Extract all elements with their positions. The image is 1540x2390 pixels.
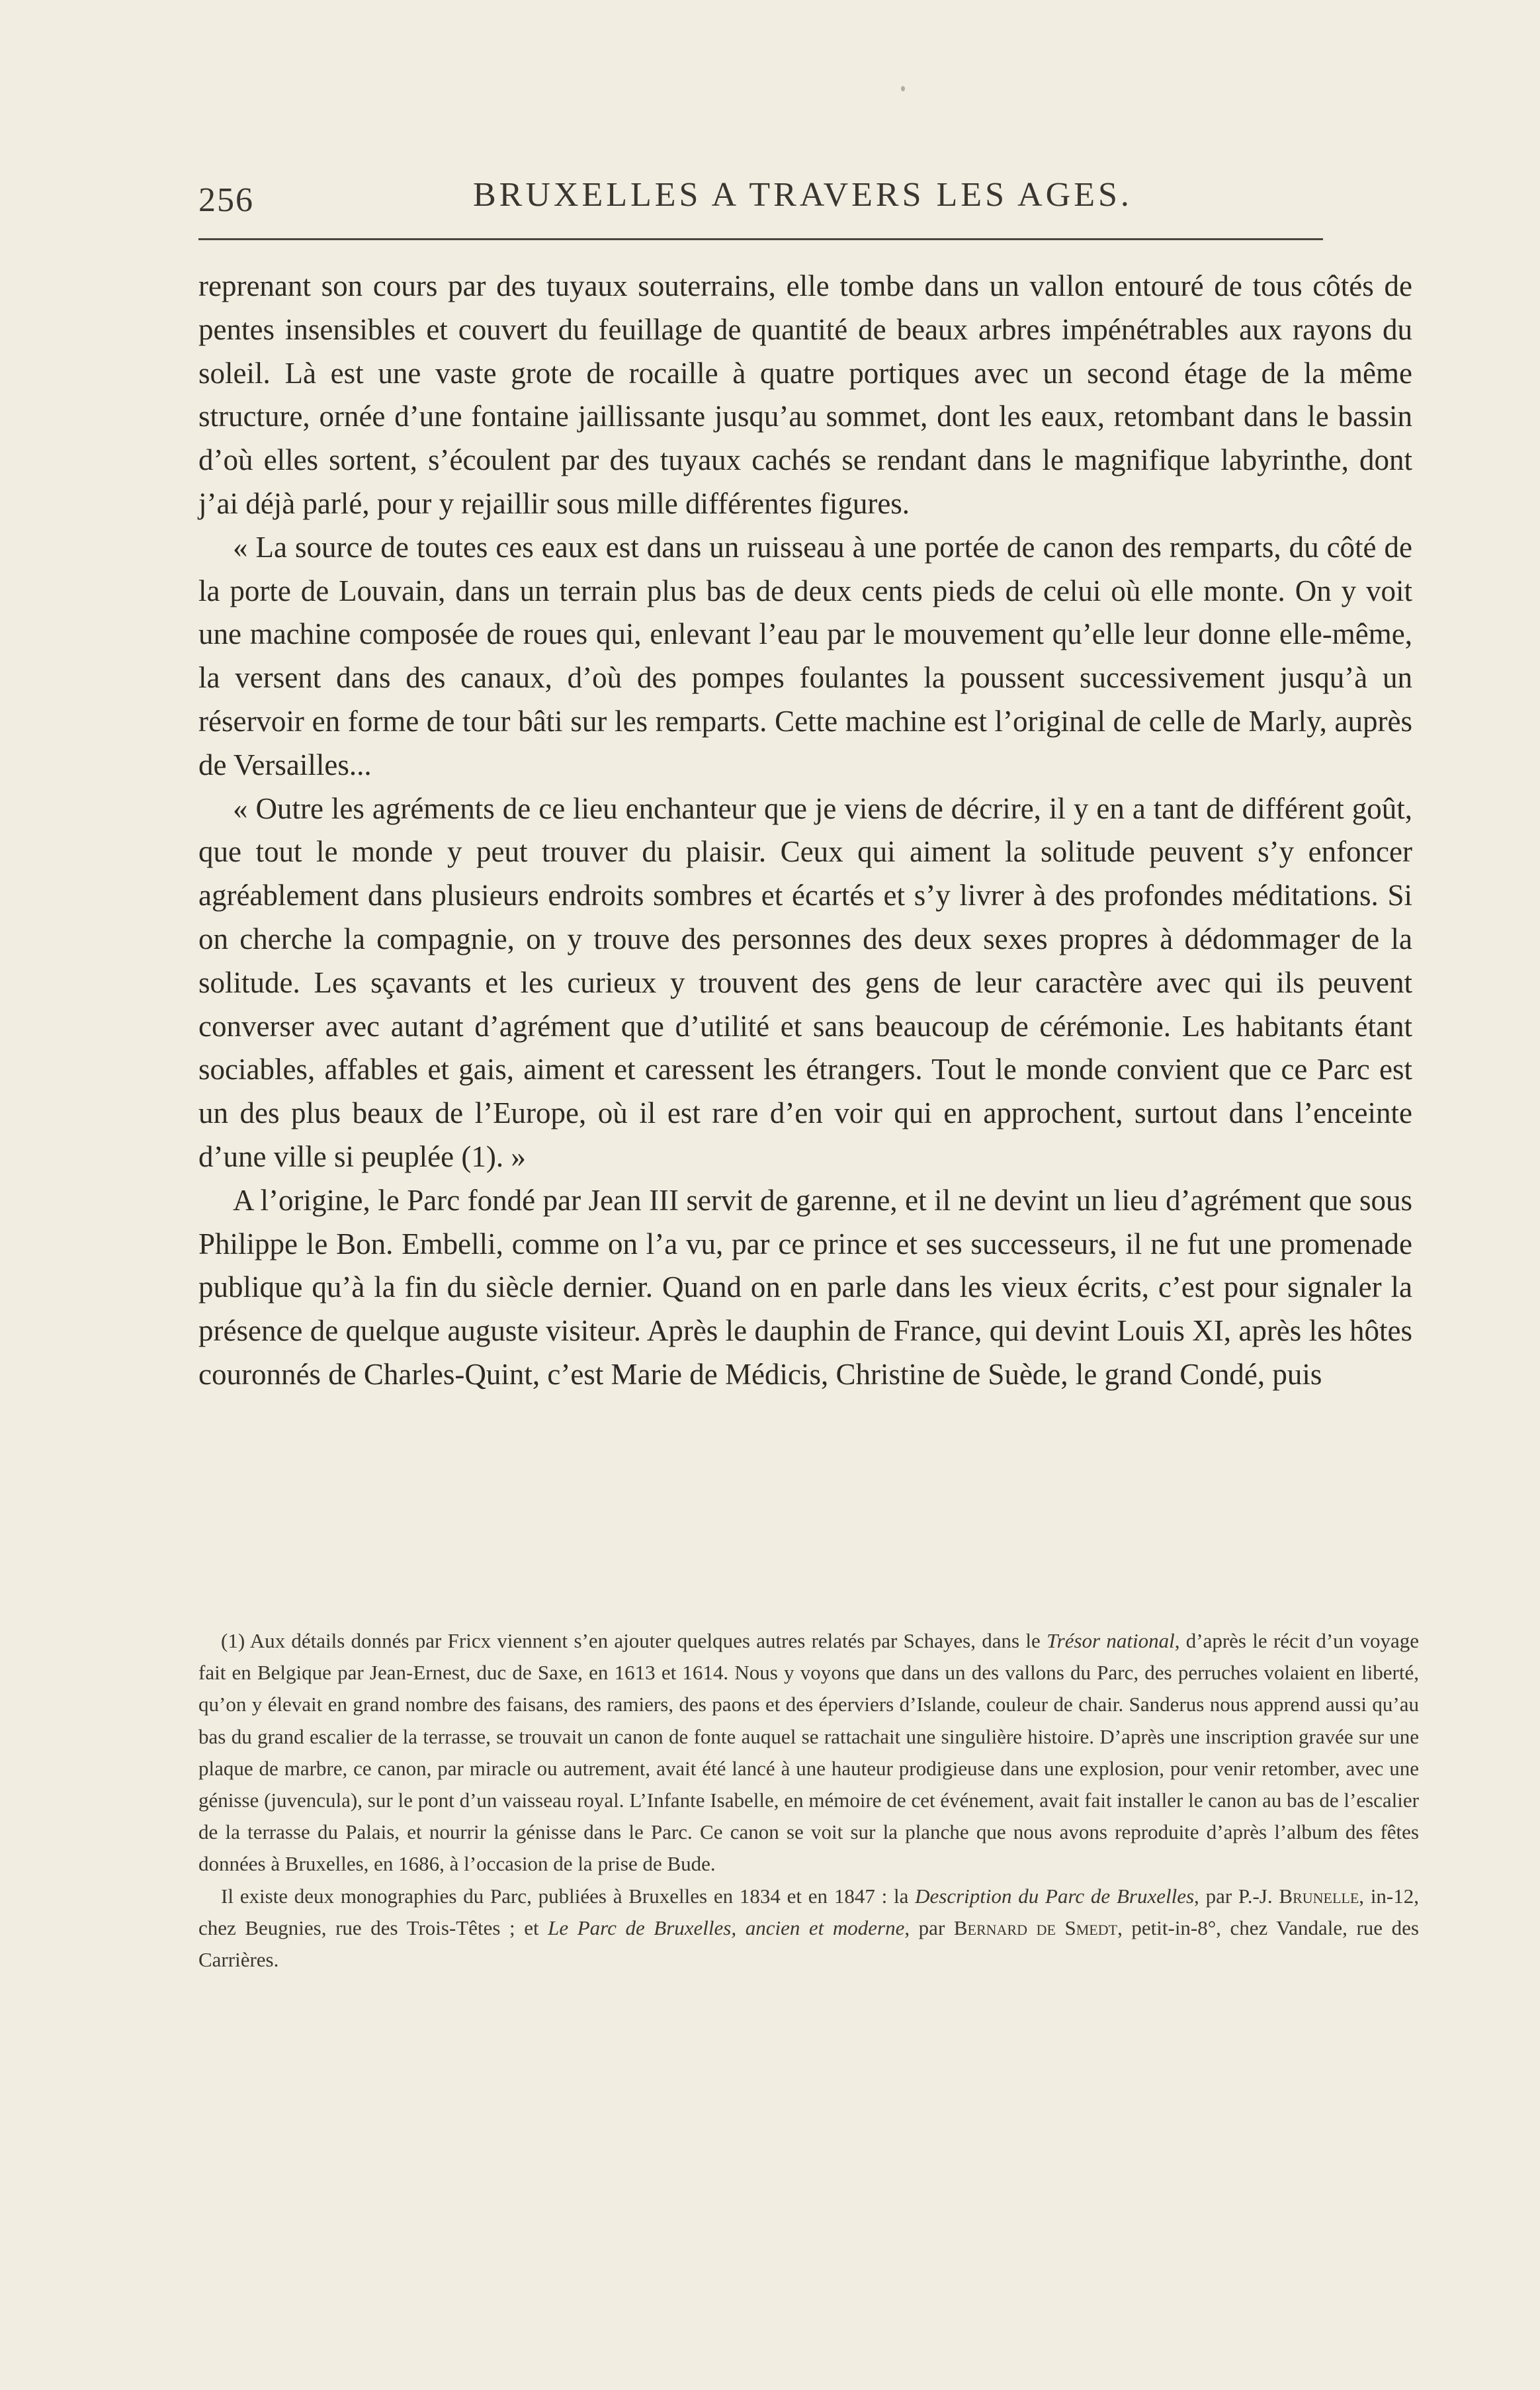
header-rule (198, 238, 1323, 240)
paragraph: A l’origine, le Parc fondé par Jean III servit de garenne, et il ne devint un lieu d’agrément que sous Philippe le Bon. Embelli, comme on l’a vu, par ce prince et ses successeurs, il ne fut une promenade publique qu’à la fin du siècle dernier. Quand on en parle dans les vieux écrits, c’est pour signaler la présence de quelque auguste visiteur. Après le dauphin de France, qui devint Louis XI, après les hôtes couronnés de Charles-Quint, c’est Marie de Médicis, Christine de Suède, le grand Condé, puis (198, 1183, 1412, 1391)
paragraph: « Outre les agréments de ce lieu enchanteur que je viens de décrire, il y en a tant de différent goût, que tout le monde y peut trouver du plaisir. Ceux qui aiment la solitude peuvent s’y enfoncer agréablement dans plusieurs endroits sombres et écartés et s’y livrer à des profondes méditations. Si on cherche la compagnie, on y trouve des personnes des deux sexes propres à dédommager de la solitude. Les sçavants et les curieux y trouvent des gens de leur caractère avec qui ils peuvent converser avec autant d’agrément que d’utilité et sans beaucoup de cérémonie. Les habitants étant sociables, affables et gais, aiment et caressent les étrangers. Tout le monde convient que ce Parc est un des plus beaux de l’Europe, où il est rare d’en voir qui en approchent, surtout dans l’enceinte d’une ville si peuplée (1). » (198, 791, 1412, 1173)
paragraph: reprenant son cours par des tuyaux souterrains, elle tombe dans un vallon entouré de tous côtés de pentes insensibles et couvert du feuillage de quantité de beaux arbres impénétrables aux rayons du soleil. Là est une vaste grote de rocaille à quatre portiques avec un second étage de la même structure, ornée d’une fontaine jaillissante jusqu’au sommet, dont les eaux, retombant dans le bassin d’où elles sortent, s’écoulent par des tuyaux cachés se rendant dans le magnifique labyrinthe, dont j’ai déjà parlé, pour y rejaillir sous mille différentes figures. (198, 269, 1412, 520)
footnote-text: (1) Aux détails donnés par Fricx viennent s’en ajouter quelques autres relatés par Schayes, dans le (221, 1629, 1047, 1652)
footnote-author: Brunelle (1279, 1884, 1359, 1908)
ink-speck (901, 86, 905, 91)
main-text (198, 265, 1412, 1397)
page-number: 256 (198, 181, 254, 219)
footnote-text: Il existe deux monographies du Parc, publiées à Bruxelles en 1834 et en 1847 : la (221, 1884, 916, 1908)
footnote-book-title: Description du Parc de Bruxelles (915, 1884, 1195, 1908)
footnote-2 (198, 1881, 1419, 1976)
footnote-1 (198, 1625, 1419, 1881)
paragraph: « La source de toutes ces eaux est dans un ruisseau à une portée de canon des remparts, du côté de la porte de Louvain, dans un terrain plus bas de deux cents pieds de celui où elle monte. On y voit une machine composée de roues qui, enlevant l’eau par le mouvement qu’elle leur donne elle-même, la versent dans des canaux, d’où des pompes foulantes la poussent successivement jusqu’à un réservoir en forme de tour bâti sur les remparts. Cette machine est l’original de celle de Marly, auprès de Versailles... (198, 530, 1412, 781)
footnote-text: , d’après le récit d’un voyage fait en Belgique par Jean-Ernest, duc de Saxe, en 1613 et 1614. Nous y voyons que dans un des vallons du Parc, des perruches volaient en liberté, qu’on y élevait en grand nombre des faisans, des ramiers, des paons et des éperviers d’Islande, couleur de chair. Sanderus nous apprend aussi qu’au bas du grand escalier de la terrasse, se trouvait un canon de fonte auquel se rattachait une singulière histoire. D’après une inscription gravée sur une plaque de marbre, ce canon, par miracle ou autrement, avait été lancé à une hauteur prodigieuse dans une explosion, pour venir retomber, avec une génisse (juvencula), sur le pont d’un vaisseau royal. L’Infante Isabelle, en mémoire de cet événement, avait fait installer le canon au bas de l’escalier de la terrasse du Palais, et nourrir la génisse dans le Parc. Ce canon se voit sur la planche que nous avons reproduite d’après l’album des fêtes données à Bruxelles, en 1686, à l’occasion de la prise de Bude. (198, 1629, 1419, 1876)
footnote-book-title: Le Parc de Bruxelles, ancien et moderne (548, 1916, 905, 1939)
page-header (198, 175, 1429, 228)
footnote-book-title: Trésor national (1047, 1629, 1175, 1652)
footnote-text: , par P.-J. (1194, 1884, 1279, 1908)
footnote-text: , par (904, 1916, 954, 1939)
running-title: BRUXELLES A TRAVERS LES AGES. (473, 176, 1133, 214)
footnote-text: , petit-in-8°, chez Vandale, rue des Carrières. (198, 1916, 1419, 1972)
footnotes (198, 1625, 1419, 1976)
footnote-author: Bernard de Smedt (953, 1916, 1118, 1939)
footnote-text: , in-12, chez Beugnies, rue des Trois-Têtes ; et (198, 1884, 1420, 1939)
